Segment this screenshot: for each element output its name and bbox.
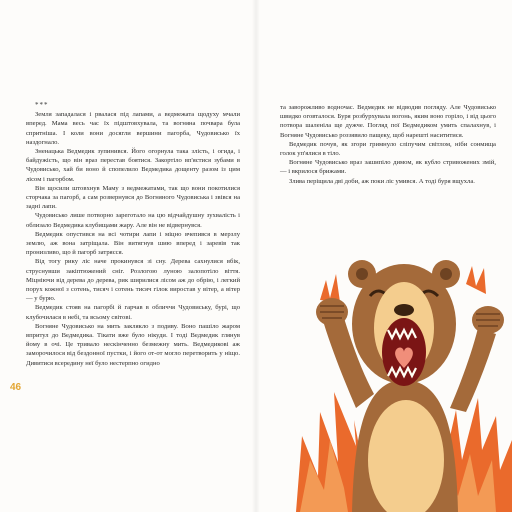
paragraph: Злива періщила дві доби, аж поки ліс умився. А тоді буря вщухла. [289,177,475,185]
section-separator: *** [35,101,49,109]
paragraph: Ведмедик опустився на всі чотири лапи і міцно вчепився в мерзлу землю, аж вона затріщала. Він витягнув шию вперед і заревів так пронизливо, що й пагорб затрясся. [26,230,240,257]
paragraph: Від тогу рику ліс наче прокинувся зі сну. Дерева сахнулися вбік, струснувши закіптюжений сніг. Розлогою луною залопотіло віття. Міцніючи від дерева до дерева, рик ширилися лісом аж до обрію, і легкий порух кожної з сотень, тисяч і сотень тисяч гілок виростав у вітер, а вітер — у бурю. [26,258,240,303]
paragraph: Він щосили штовхнув Маму з ведмежатами, так що вони покотилися сторчака за пагорб, а сам розвернувся до Вогняного Чудовиська і звівся на задні лапи. [26,184,240,211]
paragraph: Ведмедик стояв на пагорбі й гарчав в обличчя Чудовиську, бурі, що клубочилася в небі, та всьому світові. [26,304,240,321]
roaring-bear-illustration [296,240,512,512]
left-fist [316,298,348,326]
left-text-column [26,101,240,368]
right-fist [472,306,504,334]
paragraph: Ведмедик почув, як згори гримнуло сліпучим світлом, ніби сонмища голок уп'ялися в тіло. [280,140,496,158]
paragraph: Земля западалася і рвалася під лапами, а ведмежата щодуху мчали вперед. Мама весь час їх підштовхувала, та вогняна почвара була спритніша. І коли вони досягли вершини пагорба, Чудовисько їх наздогнало. [26,111,240,146]
paragraph: Чудовисько лише потворно зареготало на цю відчайдушну зухвалість і облизало Ведмедика клубищами жару. Але він не відвернувся. [26,212,240,229]
page-number: 46 [10,382,22,393]
paragraph: та заворожливо водночас. Ведмедик не відводив погляду. Але Чудовисько швидко оговталося. Буря розбурхувала вогонь, яким воно горіло, і від цього потвора шаленіла ще дужче. Погляд пої Ведмедиком умить спалахнув, і Вогняне Чудовисько роззявило пащеку, щоб нарешті насититися. [280,104,496,139]
book-gutter [252,0,260,512]
paragraph: Зненацька Ведмедик зупинився. Його огорнула така злість, і огида, і байдужість, що він враз перестав боятися. Закортіло вп'ястися зубами в Чудовисько, хай би воно й спопелило Ведмедика дощенту разом із цим лісом і пагорбом. [26,148,240,183]
paragraph: Вогняне Чудовисько на мить заклякло з подиву. Воно пашіло жаром впритул до Ведмедика. Тікати вже було нікуди. І тоді Ведмедик глянув йому в очі. Це тривало нескінченно безмежну мить. Ведмедикові аж заморочилося від бездонної пустки, і його от-от могло перетворить у ніщо. Дивитися всередину неї було нестерпно огидно [26,322,240,367]
right-text-column [280,103,496,186]
right-page [256,0,512,512]
paragraph: Вогняне Чудовисько враз зашипіло димом, як кубло стривожених змій, — і вкрилося брижами. [280,159,496,176]
